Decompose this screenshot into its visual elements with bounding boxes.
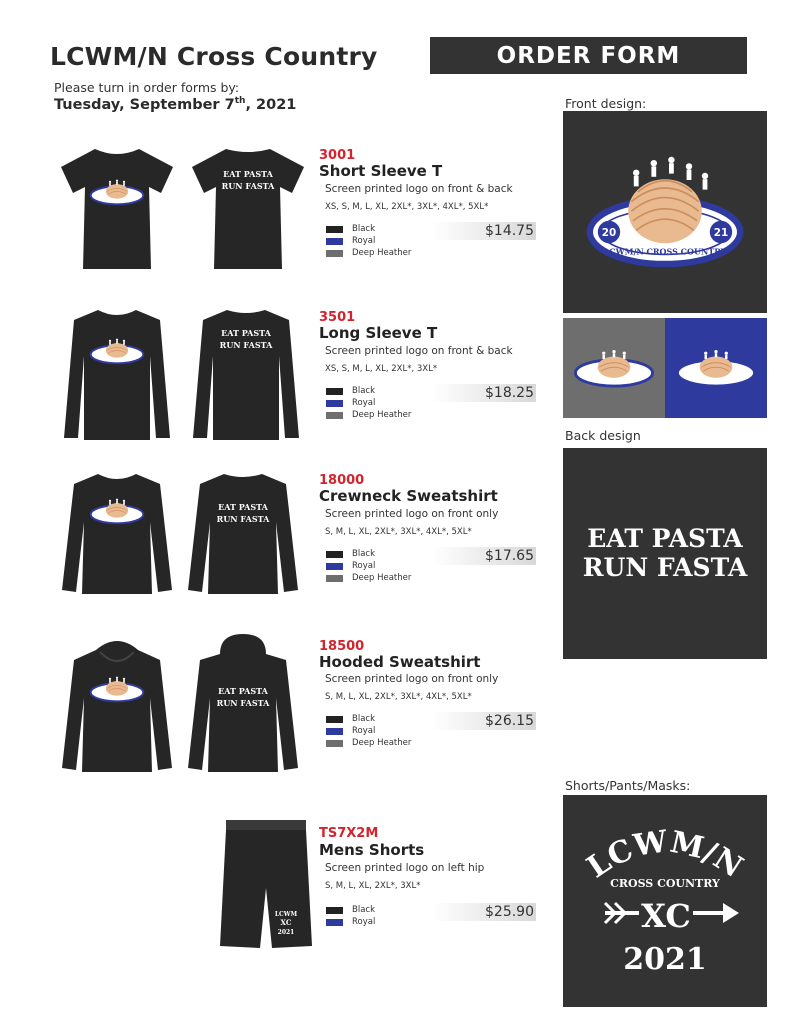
swatch-deep-heather	[326, 250, 343, 257]
short-sleeve-front-image	[57, 145, 177, 273]
product-price: $25.90	[485, 904, 534, 920]
svg-text:RUN FASTA: RUN FASTA	[221, 181, 275, 191]
shorts-logo-image	[563, 795, 767, 1007]
color-option-deep-heather: Deep Heather	[326, 409, 411, 421]
product-code: 18000	[319, 473, 365, 488]
swatch-royal	[326, 238, 343, 245]
crewneck-back-image	[186, 470, 300, 600]
front-design-panel	[563, 111, 767, 313]
product-sizes: S, M, L, XL, 2XL*, 3XL*, 4XL*, 5XL*	[325, 692, 472, 702]
product-description: Screen printed logo on front only	[325, 673, 499, 685]
product-code: 3501	[319, 310, 356, 325]
color-option-deep-heather: Deep Heather	[326, 572, 411, 584]
color-option-royal: Royal	[326, 397, 411, 409]
product-price: $26.15	[485, 713, 534, 729]
swatch-royal	[326, 728, 343, 735]
shorts-xc-text: XC	[641, 897, 691, 935]
product-name: Crewneck Sweatshirt	[319, 487, 498, 505]
swatch-royal	[326, 919, 343, 926]
shorts-design-label: Shorts/Pants/Masks:	[565, 778, 691, 793]
color-option-royal: Royal	[326, 725, 411, 737]
back-design-panel	[563, 448, 767, 659]
price-bar	[432, 712, 536, 730]
svg-text:EAT PASTA: EAT PASTA	[223, 169, 273, 179]
shorts-year-text: 2021	[623, 942, 707, 977]
hoodie-back-image	[186, 632, 300, 778]
royal-variant	[665, 318, 767, 418]
variant-logo-icon	[675, 340, 757, 396]
product-sizes: XS, S, M, L, XL, 2XL*, 3XL*	[325, 364, 438, 374]
back-line-2: RUN FASTA	[582, 552, 748, 582]
svg-text:RUN FASTA: RUN FASTA	[216, 698, 270, 708]
color-option-black: Black	[326, 223, 411, 235]
product-code: 18500	[319, 639, 365, 654]
shorts-design-panel	[563, 795, 767, 1007]
swatch-black	[326, 388, 343, 395]
swatch-black	[326, 716, 343, 723]
front-logo-year-right: 21	[713, 227, 729, 239]
product-sizes: XS, S, M, L, XL, 2XL*, 3XL*, 4XL*, 5XL*	[325, 202, 489, 212]
page-title: LCWM/N Cross Country	[50, 42, 378, 71]
product-name: Mens Shorts	[319, 841, 425, 859]
product-sizes: S, M, L, XL, 2XL*, 3XL*	[325, 881, 421, 891]
color-option-black: Black	[326, 713, 411, 725]
svg-text:EAT PASTA: EAT PASTA	[218, 686, 268, 696]
product-name: Short Sleeve T	[319, 162, 443, 180]
turn-in-notice: Please turn in order forms by:	[54, 80, 240, 95]
color-option-black: Black	[326, 548, 411, 560]
svg-text:RUN FASTA: RUN FASTA	[219, 340, 273, 350]
hoodie-front-image	[60, 636, 174, 778]
shorts-subtitle: CROSS COUNTRY	[610, 877, 720, 890]
svg-text:RUN FASTA: RUN FASTA	[216, 514, 270, 524]
color-option-black: Black	[326, 904, 375, 916]
deadline-date: Tuesday, September 7th, 2021	[54, 96, 297, 113]
price-bar	[432, 903, 536, 921]
color-options	[326, 223, 411, 259]
swatch-royal	[326, 400, 343, 407]
back-line-1: EAT PASTA	[587, 523, 743, 553]
color-options	[326, 385, 411, 421]
color-options	[326, 713, 411, 749]
front-logo-ribbon: LCWM/N CROSS COUNTRY	[603, 246, 727, 257]
color-options	[326, 548, 411, 584]
product-description: Screen printed logo on front only	[325, 508, 499, 520]
front-logo-image	[585, 151, 745, 281]
svg-text:2021: 2021	[277, 929, 295, 936]
product-price: $17.65	[485, 548, 534, 564]
product-code: TS7X2M	[319, 826, 379, 841]
front-logo-year-left: 20	[601, 227, 617, 239]
long-sleeve-back-image	[189, 306, 303, 446]
deep-heather-variant	[563, 318, 665, 418]
svg-text:LCWM: LCWM	[274, 911, 298, 918]
long-sleeve-front-image	[60, 306, 174, 446]
swatch-black	[326, 907, 343, 914]
price-bar	[432, 222, 536, 240]
color-option-deep-heather: Deep Heather	[326, 247, 411, 259]
product-description: Screen printed logo on left hip	[325, 862, 485, 874]
shorts-arc-text: LCWM/N	[580, 824, 749, 886]
swatch-deep-heather	[326, 740, 343, 747]
svg-text:EAT PASTA: EAT PASTA	[218, 502, 268, 512]
swatch-deep-heather	[326, 412, 343, 419]
product-code: 3001	[319, 148, 356, 163]
svg-text:XC: XC	[280, 918, 292, 927]
product-name: Long Sleeve T	[319, 324, 438, 342]
color-option-black: Black	[326, 385, 411, 397]
color-options	[326, 904, 375, 928]
color-option-deep-heather: Deep Heather	[326, 737, 411, 749]
swatch-black	[326, 226, 343, 233]
order-form-banner: ORDER FORM	[430, 37, 747, 74]
swatch-deep-heather	[326, 575, 343, 582]
color-option-royal: Royal	[326, 235, 411, 247]
swatch-black	[326, 551, 343, 558]
product-price: $14.75	[485, 223, 534, 239]
svg-text:EAT PASTA: EAT PASTA	[221, 328, 271, 338]
product-price: $18.25	[485, 385, 534, 401]
front-design-label: Front design:	[565, 96, 647, 111]
crewneck-front-image	[60, 470, 174, 600]
color-option-royal: Royal	[326, 916, 375, 928]
product-name: Hooded Sweatshirt	[319, 653, 481, 671]
product-description: Screen printed logo on front & back	[325, 345, 513, 357]
swatch-royal	[326, 563, 343, 570]
product-description: Screen printed logo on front & back	[325, 183, 513, 195]
shorts-image	[218, 818, 314, 952]
color-option-royal: Royal	[326, 560, 411, 572]
price-bar	[432, 547, 536, 565]
price-bar	[432, 384, 536, 402]
variant-logo-icon	[573, 340, 655, 396]
back-design-label: Back design	[565, 428, 641, 443]
color-variants-panel	[563, 318, 767, 418]
product-sizes: S, M, L, XL, 2XL*, 3XL*, 4XL*, 5XL*	[325, 527, 472, 537]
short-sleeve-back-image	[188, 145, 308, 273]
